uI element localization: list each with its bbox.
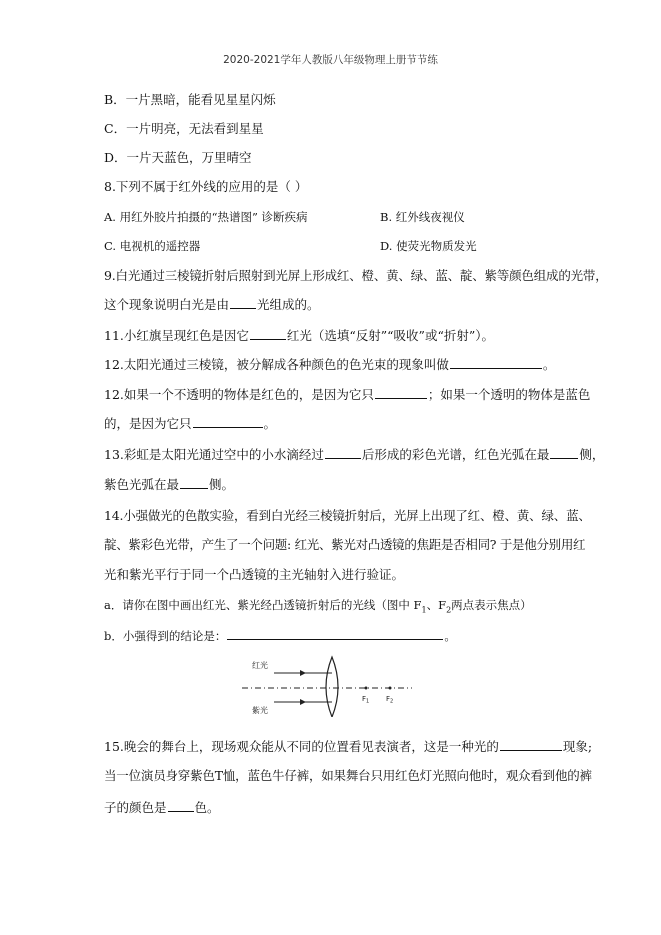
f2-label: $F_2$ — [386, 695, 394, 705]
q15-line-3 — [104, 799, 220, 816]
q7-option-c: C．一片明亮，无法看到星星 — [104, 121, 264, 136]
q14a-sub-1: 1 — [421, 605, 427, 615]
q9-line-1: 9.白光通过三棱镜折射后照射到光屏上形成红、橙、黄、绿、蓝、靛、紫等颜色组成的光带， — [104, 268, 608, 283]
red-label: 红光 — [252, 661, 268, 670]
q14-line-1: 14.小强做光的色散实验，看到白光经三棱镜折射后，光屏上出现了红、橙、黄、绿、蓝、 — [104, 508, 591, 523]
q15-answer-blank-2[interactable] — [168, 799, 194, 812]
q13-text-a: 13.彩虹是太阳光通过空中的小水滴经过 — [104, 447, 324, 462]
q9-answer-blank[interactable] — [230, 296, 256, 309]
q12b-answer-blank-1[interactable] — [375, 386, 427, 399]
q8-option-c: C. 电视机的遥控器 — [104, 239, 201, 253]
q8-option-d: D. 使荧光物质发光 — [380, 239, 477, 253]
q7-option-d: D．一片天蓝色，万里晴空 — [104, 150, 252, 165]
q15-text-d: 色。 — [194, 800, 220, 815]
q8-option-b: B. 红外线夜视仪 — [380, 210, 465, 224]
q14a-text-a: a．请你在图中画出红光、紫光经凸透镜折射后的光线（图中 F — [104, 598, 422, 612]
q13-text-d: 紫色光弧在最 — [104, 477, 180, 492]
q8-stem: 8.下列不属于红外线的应用的是（ ） — [104, 179, 308, 194]
q13-text-e: 侧。 — [209, 477, 235, 492]
q13-text-b: 后形成的彩色光谱，红色光弧在最 — [361, 447, 550, 462]
q11-line — [104, 327, 494, 344]
q14a-sub-2: 2 — [446, 605, 452, 615]
q12b-text-c: 的，是因为它只 — [104, 416, 192, 431]
q7-option-b: B．一片黑暗，能看见星星闪烁 — [104, 92, 276, 107]
q9-text-b: 光组成的。 — [257, 297, 320, 312]
q11-text-a: 11.小红旗呈现红色是因它 — [104, 328, 249, 343]
purple-label: 紫光 — [252, 706, 268, 715]
q15-answer-blank-1[interactable] — [500, 738, 562, 751]
q14a-text-c: 两点表示焦点） — [451, 598, 532, 612]
q12b-line-2 — [104, 415, 276, 432]
q12b-answer-blank-2[interactable] — [193, 415, 263, 428]
q9-line-2 — [104, 296, 320, 313]
purple-ray-arrow — [300, 699, 306, 705]
q14-part-a — [104, 597, 532, 618]
q8-option-a: A. 用红外胶片拍摄的“热谱图” 诊断疾病 — [104, 210, 308, 224]
q12a-line — [104, 356, 555, 373]
q13-answer-blank-3[interactable] — [180, 476, 208, 489]
q14a-text-b: 、F — [426, 598, 447, 612]
q14b-text-b: 。 — [444, 629, 456, 643]
q14b-answer-blank[interactable] — [227, 627, 443, 640]
q11-text-b: 红光（选填“反射”“吸收”或“折射”）。 — [286, 328, 494, 343]
q13-line-1 — [104, 446, 604, 463]
q14b-text-a: b．小强得到的结论是： — [104, 629, 227, 643]
q12b-text-b: ；如果一个透明的物体是蓝色 — [427, 387, 591, 402]
q15-line-2: 当一位演员身穿紫色T恤，蓝色牛仔裤，如果舞台只用红色灯光照向他时，观众看到他的裤 — [104, 768, 592, 783]
q12a-answer-blank[interactable] — [450, 356, 542, 369]
q15-text-c: 子的颜色是 — [104, 800, 167, 815]
q12a-text-a: 12.太阳光通过三棱镜，被分解成各种颜色的色光束的现象叫做 — [104, 357, 449, 372]
q12b-text-d: 。 — [263, 416, 277, 431]
q14-line-3: 光和紫光平行于同一个凸透镜的主光轴射入进行验证。 — [104, 567, 405, 582]
q15-text-a: 15.晚会的舞台上，现场观众能从不同的位置看见表演者，这是一种光的 — [104, 739, 499, 754]
q11-answer-blank[interactable] — [250, 327, 286, 340]
q13-text-c: 侧， — [579, 447, 605, 462]
convex-lens — [326, 657, 338, 717]
red-ray-arrow — [300, 670, 306, 676]
q9-text-a: 这个现象说明白光是由 — [104, 297, 230, 312]
f1-label: $F_1$ — [362, 695, 370, 705]
page-header: 2020-2021学年人教版八年级物理上册节节练 — [223, 54, 438, 66]
q13-answer-blank-1[interactable] — [325, 446, 361, 459]
q12b-text-a: 12.如果一个不透明的物体是红色的，是因为它只 — [104, 387, 374, 402]
focal-point-2 — [389, 687, 392, 690]
q15-line-1 — [104, 738, 592, 755]
q13-line-2 — [104, 476, 234, 493]
lens-diagram[interactable] — [240, 655, 420, 717]
q13-answer-blank-2[interactable] — [550, 446, 578, 459]
q15-text-b: 现象; — [562, 739, 593, 754]
q12a-text-b: 。 — [542, 357, 556, 372]
focal-point-1 — [365, 687, 368, 690]
q14-part-b — [104, 627, 456, 644]
q14-line-2: 靛、紫彩色光带，产生了一个问题: 红光、紫光对凸透镜的焦距是否相同? 于是他分别用红 — [104, 537, 586, 552]
q12b-line-1 — [104, 386, 590, 403]
